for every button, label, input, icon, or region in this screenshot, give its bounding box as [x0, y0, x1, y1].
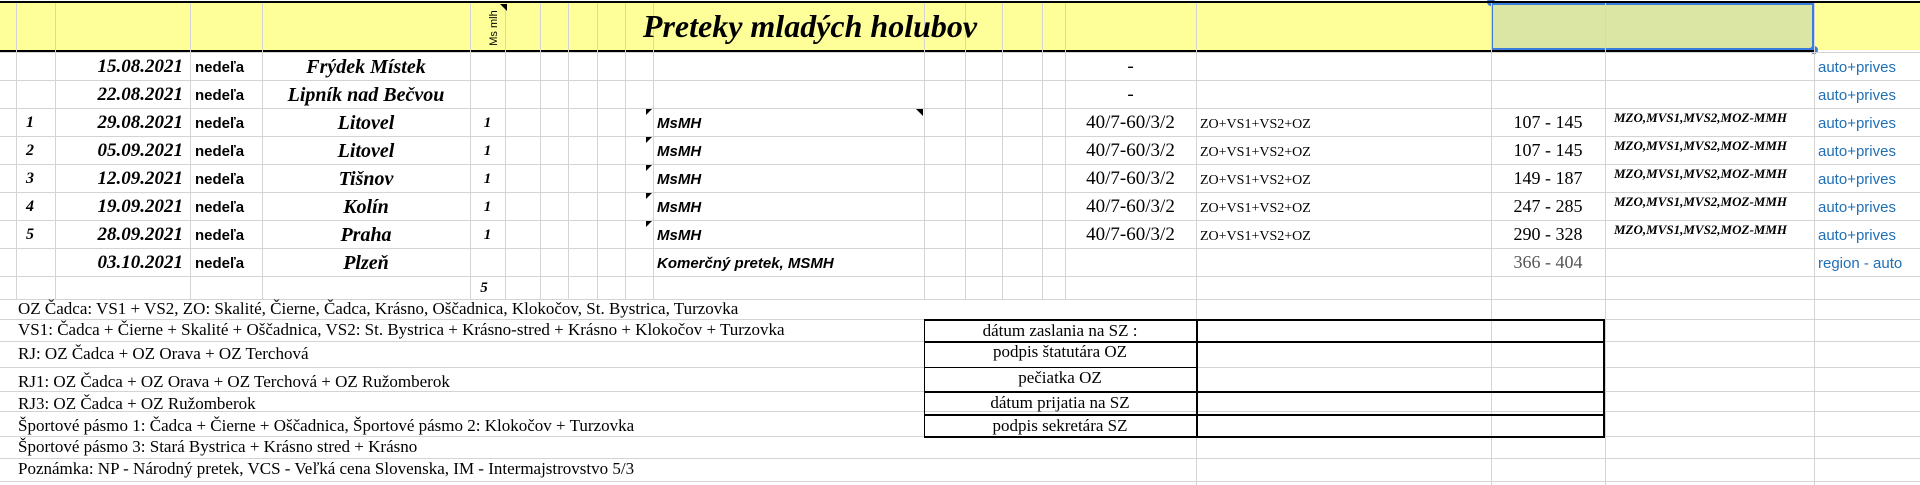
note-line[interactable]: Športové pásmo 1: Čadca + Čierne + Oščadnica, Športové pásmo 2: Klokočov + Turzovka [18, 416, 635, 435]
race-day[interactable]: nedeľa [195, 143, 245, 160]
sig-frame-mid [1196, 319, 1198, 438]
grid-col-line [1196, 3, 1197, 299]
race-date[interactable]: 12.09.2021 [97, 168, 183, 189]
grid-col-line [1042, 3, 1043, 299]
grid-col-line [653, 3, 654, 299]
signature-label: pečiatka OZ [1018, 368, 1102, 387]
grid-col-line [568, 3, 569, 299]
race-place[interactable]: Litovel [337, 140, 395, 162]
top-border [0, 1, 1920, 3]
comment-marker [646, 165, 652, 171]
grid-col-line [1605, 299, 1606, 485]
race-distance[interactable]: 107 - 145 [1513, 112, 1583, 132]
race-day[interactable]: nedeľa [195, 227, 245, 244]
note-line[interactable]: Športové pásmo 3: Stará Bystrica + Krásno stred + Krásno [18, 437, 418, 456]
race-pool[interactable]: ZO+VS1+VS2+OZ [1200, 145, 1311, 160]
race-day[interactable]: nedeľa [195, 171, 245, 188]
signature-label: podpis sekretára SZ [992, 416, 1128, 435]
race-category[interactable]: MsMH [657, 143, 702, 160]
race-date[interactable]: 03.10.2021 [97, 252, 183, 273]
race-place[interactable]: Tišnov [338, 168, 394, 190]
total-count: 5 [480, 280, 488, 296]
race-transport-link[interactable]: region - auto [1818, 255, 1903, 272]
grid-col-line [1002, 3, 1003, 299]
race-rule[interactable]: - [1127, 84, 1134, 105]
grid-row-line [0, 248, 1920, 249]
grid-row-line [0, 80, 1920, 81]
race-place[interactable]: Litovel [337, 112, 395, 134]
race-day[interactable]: nedeľa [195, 115, 245, 132]
grid-col-line [1814, 3, 1815, 299]
race-date[interactable]: 05.09.2021 [97, 140, 183, 161]
race-category[interactable]: MsMH [657, 227, 702, 244]
sig-frame-bottom [924, 436, 1604, 438]
note-line[interactable]: Poznámka: NP - Národný pretek, VCS - Veľká cena Slovenska, IM - Intermajstrovstvo 5/3 [18, 459, 635, 478]
grid-row-line [0, 136, 1920, 137]
race-transport-link[interactable]: auto+prives [1818, 199, 1896, 216]
race-transport-link[interactable]: auto+prives [1818, 227, 1896, 244]
signature-label: dátum prijatia na SZ [990, 393, 1130, 412]
note-line[interactable]: OZ Čadca: VS1 + VS2, ZO: Skalité, Čierne, Čadca, Krásno, Oščadnica, Klokočov, St. Bystrica, Turzovka [18, 299, 739, 318]
grid-row-line [0, 192, 1920, 193]
grid-row-line [0, 108, 1920, 109]
grid-row-line [0, 276, 1920, 277]
grid-col-line [625, 3, 626, 299]
race-count[interactable]: 1 [483, 115, 492, 131]
grid-col-line [1814, 299, 1815, 485]
signature-label: dátum zaslania na SZ : [982, 321, 1138, 340]
race-transport-link[interactable]: auto+prives [1818, 59, 1896, 76]
grid-col-line [924, 3, 925, 299]
comment-marker [646, 193, 652, 199]
race-transport-link[interactable]: auto+prives [1818, 143, 1896, 160]
race-distance[interactable]: 247 - 285 [1513, 196, 1583, 216]
grid-col-line [540, 3, 541, 299]
note-line[interactable]: RJ1: OZ Čadca + OZ Orava + OZ Terchová + OZ Ružomberok [18, 372, 450, 391]
grid-col-line [597, 3, 598, 299]
race-pool[interactable]: ZO+VS1+VS2+OZ [1200, 229, 1311, 244]
vertical-label: Ms mlh [488, 10, 500, 46]
race-number[interactable]: 2 [26, 142, 34, 159]
note-line[interactable]: RJ: OZ Čadca + OZ Orava + OZ Terchová [18, 344, 309, 363]
race-date[interactable]: 29.08.2021 [97, 112, 183, 133]
sig-frame-right [1603, 319, 1605, 438]
grid-row-line [0, 220, 1920, 221]
race-place[interactable]: Kolín [343, 196, 389, 218]
grid-col-line [505, 3, 506, 299]
race-transport-link[interactable]: auto+prives [1818, 115, 1896, 132]
race-number[interactable]: 4 [26, 198, 34, 215]
race-pool[interactable]: ZO+VS1+VS2+OZ [1200, 201, 1311, 216]
race-category[interactable]: MsMH [657, 115, 702, 132]
race-rule[interactable]: 40/7-60/3/2 [1086, 140, 1175, 161]
comment-marker [646, 221, 652, 227]
race-competition[interactable]: MZO,MVS1,MVS2,MOZ-MMH [1614, 166, 1788, 181]
race-count[interactable]: 1 [483, 227, 492, 243]
race-place[interactable]: Praha [340, 224, 392, 246]
race-distance[interactable]: 149 - 187 [1513, 168, 1583, 188]
race-rule[interactable]: 40/7-60/3/2 [1086, 196, 1175, 217]
race-distance[interactable]: 290 - 328 [1513, 224, 1583, 244]
race-pool[interactable]: ZO+VS1+VS2+OZ [1200, 173, 1311, 188]
race-place[interactable]: Plzeň [343, 252, 389, 274]
race-distance[interactable]: 366 - 404 [1513, 252, 1583, 272]
race-transport-link[interactable]: auto+prives [1818, 171, 1896, 188]
race-count[interactable]: 1 [483, 143, 492, 159]
race-place[interactable]: Lipník nad Bečvou [287, 84, 445, 106]
comment-marker [646, 137, 652, 143]
race-rule[interactable]: - [1127, 56, 1134, 77]
sheet-title: Preteky mladých holubov [642, 8, 978, 44]
race-pool[interactable]: ZO+VS1+VS2+OZ [1200, 117, 1311, 132]
race-place[interactable]: Frýdek Místek [306, 56, 426, 78]
race-rule[interactable]: 40/7-60/3/2 [1086, 168, 1175, 189]
grid-col-line [965, 3, 966, 299]
race-distance[interactable]: 107 - 145 [1513, 140, 1583, 160]
race-category[interactable]: MsMH [657, 171, 702, 188]
race-number[interactable]: 5 [26, 226, 34, 243]
grid-row-line [0, 481, 1920, 482]
grid-row-line [0, 164, 1920, 165]
race-competition[interactable]: MZO,MVS1,MVS2,MOZ-MMH [1614, 138, 1788, 153]
race-category[interactable]: MsMH [657, 199, 702, 216]
race-transport-link[interactable]: auto+prives [1818, 87, 1896, 104]
note-line[interactable]: RJ3: OZ Čadca + OZ Ružomberok [18, 394, 256, 413]
race-day[interactable]: nedeľa [195, 87, 245, 104]
race-rule[interactable]: 40/7-60/3/2 [1086, 224, 1175, 245]
race-date[interactable]: 15.08.2021 [97, 56, 183, 77]
grid-row-line [0, 52, 1920, 53]
race-category[interactable]: Komerčný pretek, MSMH [657, 255, 834, 272]
race-count[interactable]: 1 [483, 171, 492, 187]
race-date[interactable]: 28.09.2021 [97, 224, 183, 245]
comment-marker [646, 109, 652, 115]
race-date[interactable]: 22.08.2021 [97, 84, 183, 105]
race-date[interactable]: 19.09.2021 [97, 196, 183, 217]
race-rule[interactable]: 40/7-60/3/2 [1086, 112, 1175, 133]
race-day[interactable]: nedeľa [195, 59, 245, 76]
signature-label: podpis štatutára OZ [992, 342, 1128, 361]
race-competition[interactable]: MZO,MVS1,MVS2,MOZ-MMH [1614, 194, 1788, 209]
race-count[interactable]: 1 [483, 199, 492, 215]
grid-col-line [190, 3, 191, 299]
race-competition[interactable]: MZO,MVS1,MVS2,MOZ-MMH [1614, 222, 1788, 237]
comment-marker [916, 109, 923, 116]
race-day[interactable]: nedeľa [195, 199, 245, 216]
race-day[interactable]: nedeľa [195, 255, 245, 272]
comment-marker [500, 4, 507, 11]
race-number[interactable]: 1 [26, 114, 34, 131]
note-line[interactable]: VS1: Čadca + Čierne + Skalité + Oščadnica, VS2: St. Bystrica + Krásno-stred + Krásno + Klokočov + Turzovka [18, 320, 785, 339]
race-competition[interactable]: MZO,MVS1,MVS2,MOZ-MMH [1614, 110, 1788, 125]
race-number[interactable]: 3 [26, 170, 34, 187]
selected-cell[interactable] [1491, 3, 1814, 50]
grid-col-line [1605, 3, 1606, 299]
